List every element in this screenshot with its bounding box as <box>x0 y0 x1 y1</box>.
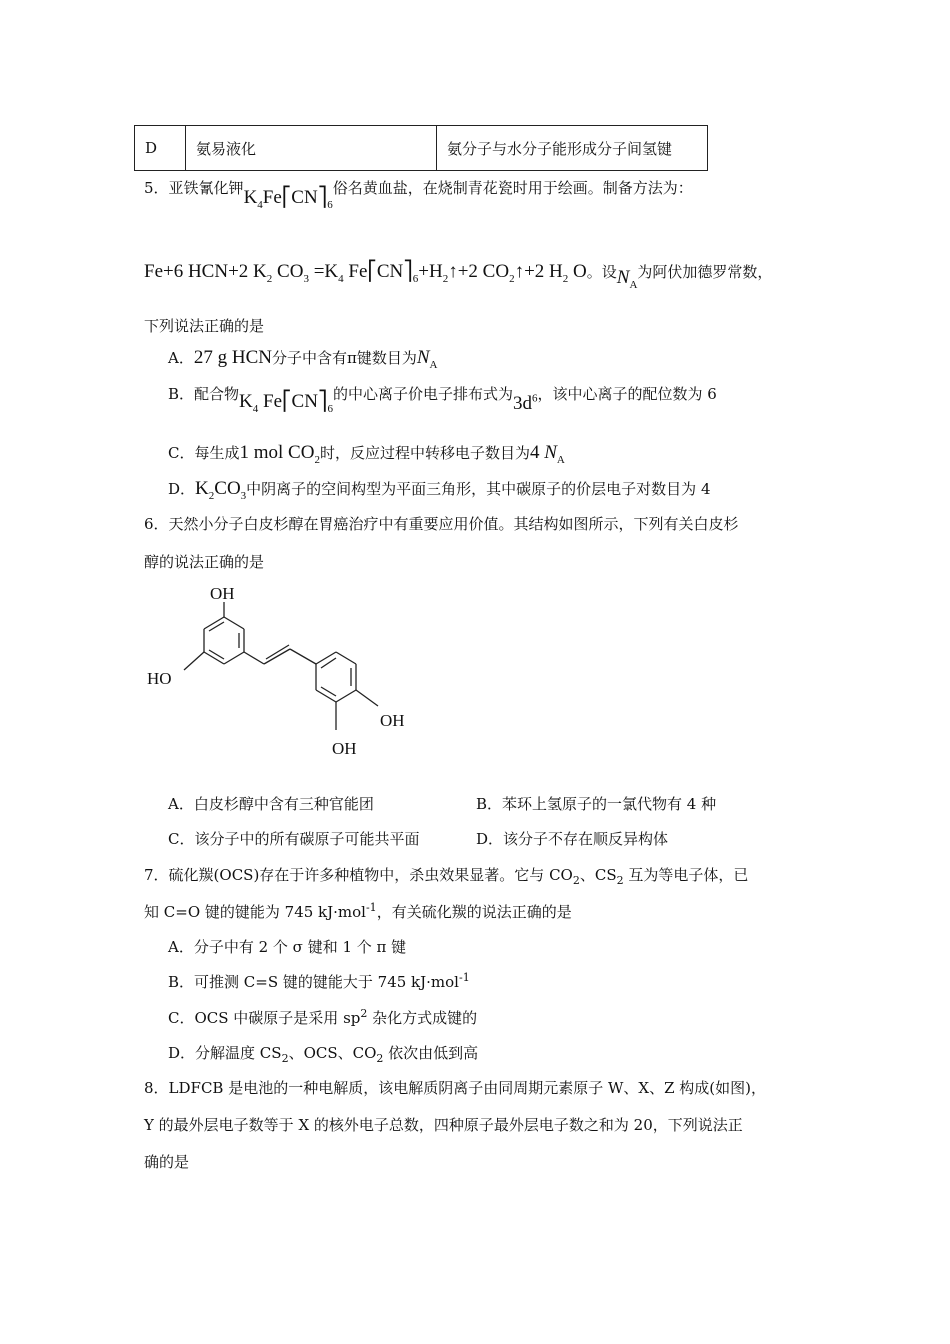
q5-option-d: D．$K_2CO_3$中阴离子的空间构型为平面三角形，其中碳原子的价层电子对数目为 4 <box>168 478 711 502</box>
q5-stem: 5．亚铁氰化钾$K_4Fe⎡CN⎤_6$俗名黄血盐，在烧制青花瓷时用于绘画。制备方法为： <box>144 179 693 211</box>
q5-number: 5． <box>144 179 169 197</box>
table-cell-explanation: 氨分子与水分子能形成分子间氢键 <box>437 126 708 171</box>
q5-equation: Fe+6 HCN+2 $K_2$ $CO_3 =K_4$ $Fe⎡CN⎤_6+H_2↑+2$ $CO_2↑+2$ $H_2$ O。设$N_A$为阿伏加德罗常数， <box>144 261 773 291</box>
q6-stem-line1: 6．天然小分子白皮杉醇在胃癌治疗中有重要应用价值。其结构如图所示，下列有关白皮杉 <box>144 515 739 533</box>
label-ho-left: HO <box>147 669 172 688</box>
q5-option-a: A．27 g HCN分子中含有π键数目为$N_A$ <box>168 347 438 371</box>
table-cell-phenomenon: 氨易液化 <box>186 126 437 171</box>
q7-option-d: D．分解温度 $CS_2$、OCS、$CO_2$ 依次由低到高 <box>168 1044 479 1065</box>
label-oh-top: OH <box>210 584 235 603</box>
q7-option-b: B．可推测 C=S 键的键能大于 745 kJ·mol$^{-1}$ <box>168 971 470 991</box>
q6-option-b: B．苯环上氢原子的一氯代物有 4 种 <box>476 795 717 813</box>
piceatannol-structure <box>140 580 420 760</box>
q7-stem-line2: 知 C=O 键的键能为 745 kJ·mol$^{-1}$，有关硫化羰的说法正确的是 <box>144 901 572 921</box>
q7-stem-line1: 7．硫化羰(OCS)存在于许多种植物中，杀虫效果显著。它与 $CO_2$、$CS_2$ 互为等电子体，已 <box>144 866 749 887</box>
label-oh-right: OH <box>380 711 405 730</box>
q5-option-c: C．每生成1 mol $CO_2$时，反应过程中转移电子数目为4 $N_A$ <box>168 442 565 466</box>
q6-option-c: C．该分子中的所有碳原子可能共平面 <box>168 830 420 848</box>
na-symbol: $N_A$ <box>616 267 638 291</box>
q5-formula: $K_4Fe⎡CN⎤_6$ <box>243 187 333 211</box>
q6-stem-line2: 醇的说法正确的是 <box>144 553 265 571</box>
label-oh-bottom: OH <box>332 739 357 758</box>
answer-table-row <box>134 125 708 171</box>
structure-bonds <box>184 602 378 730</box>
q8-stem-line3: 确的是 <box>144 1153 190 1171</box>
q8-stem-line1: 8．LDFCB 是电池的一种电解质，该电解质阴离子由同周期元素原子 W、X、Z 构成(如图)， <box>144 1079 766 1097</box>
q7-option-c: C．OCS 中碳原子是采用 $sp^2$ 杂化方式成键的 <box>168 1007 478 1027</box>
q8-stem-line2: Y 的最外层电子数等于 X 的核外电子总数，四种原子最外层电子数之和为 20，下列说法正 <box>144 1116 743 1134</box>
q6-option-d: D．该分子不存在顺反异构体 <box>476 830 669 848</box>
table-cell-label: D <box>135 126 186 171</box>
q6-option-a: A．白皮杉醇中含有三种官能团 <box>168 795 374 813</box>
q5-question: 下列说法正确的是 <box>144 317 265 335</box>
q5-option-b: B．配合物$K_4$ $Fe⎡CN⎤_6$的中心离子价电子排布式为$3d^6$，该中心离子的配位数为 6 <box>168 385 717 415</box>
q7-option-a: A．分子中有 2 个 σ 键和 1 个 π 键 <box>168 938 407 956</box>
